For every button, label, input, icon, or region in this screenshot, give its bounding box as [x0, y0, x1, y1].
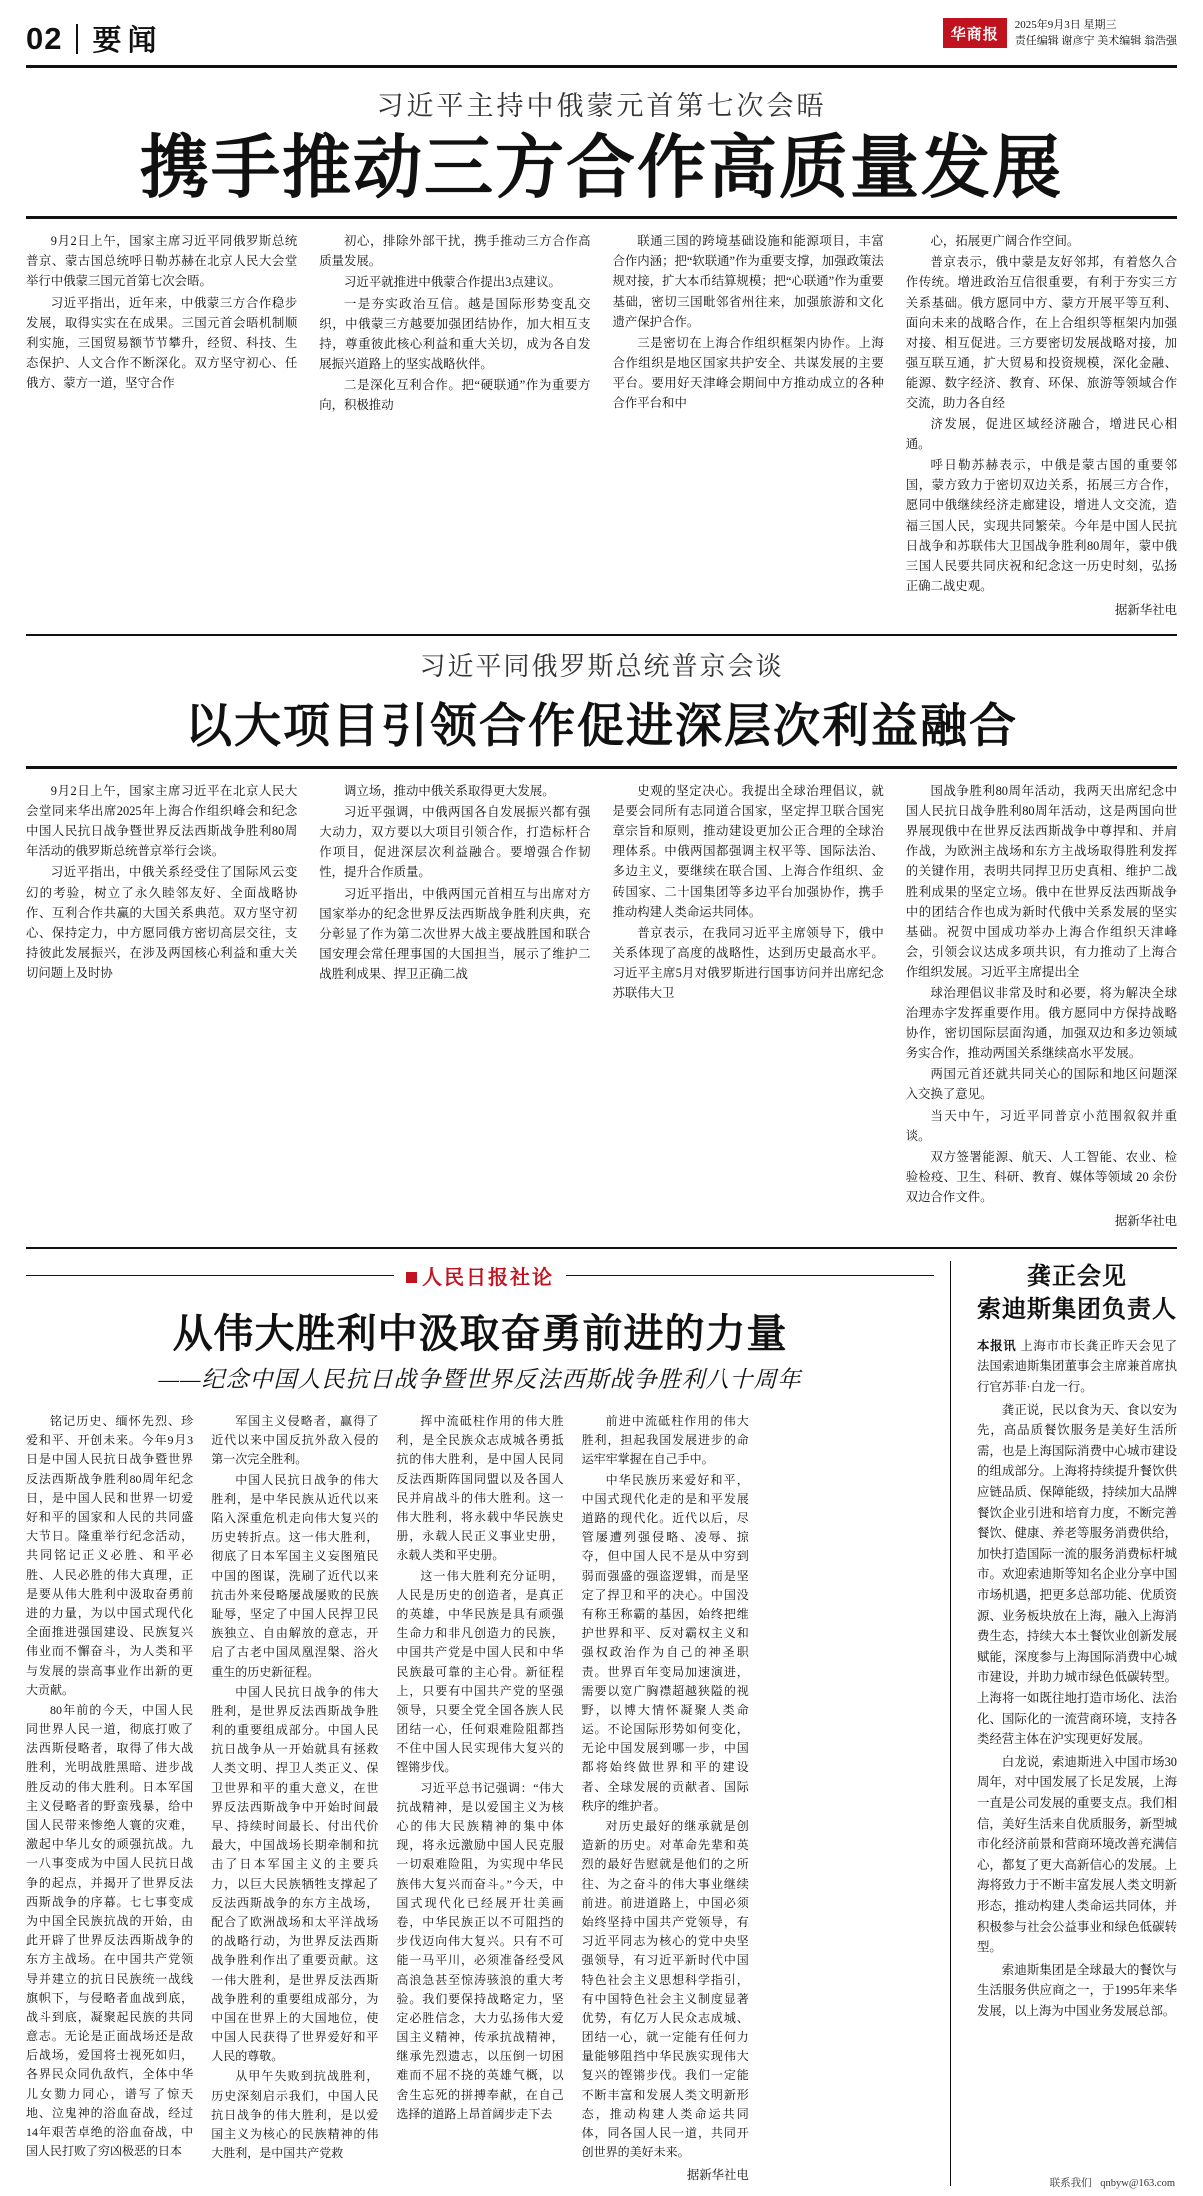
square-bullet-icon: [406, 1272, 417, 1283]
paragraph: 中华民族历来爱好和平，中国式现代化走的是和平发展道路的现代化。近代以后，尽管屡遭列强侵略、凌辱、掠夺，但中国人民不是从中穷到弱而强盛的强盗逻辑，而是坚定了捍卫和平的决心。中国没有称王称霸的基因，始终把维护世界和平、反对霸权主义和强权政治作为自己的神圣职责。世界百年变局加速演进，需要以宽广胸襟超越狭隘的视野，以博大情怀凝聚人类命运。不论国际形势如何变化，无论中国发展到哪一步，中国都将始终做世界和平的建设者、全球发展的贡献者、国际秩序的维护者。: [581, 1472, 749, 1813]
article-one: [26, 68, 1177, 620]
paragraph: 联通三国的跨境基础设施和能源项目，丰富合作内涵；把“软联通”作为重要支撑，加强政策法规对接，扩大本币结算规模；把“心联通”作为重要基础，密切三国毗邻省州往来，加强旅游和文化遗产保护合作。: [612, 234, 884, 329]
article-column: [613, 231, 884, 620]
paragraph: 9月2日上午，国家主席习近平同俄罗斯总统普京、蒙古国总统呼日勒苏赫在北京人民大会堂举行中俄蒙三国元首第七次会晤。: [26, 234, 298, 289]
article-column: [396, 1412, 563, 2186]
article-one-kicker: 习近平主持中俄蒙元首第七次会晤: [376, 91, 827, 121]
article-column: [906, 781, 1177, 1231]
paragraph: 中国人民抗日战争的伟大胜利，是中华民族从近代以来陷入深重危机走向伟大复兴的历史转折点。这一伟大胜利，彻底了日本军国主义妄图殖民中国的图谋，洗刷了近代以来抗击外来侵略屡战屡败的民族耻辱，坚定了中国人民捍卫民族独立、自由解放的意志，开启了古老中国凤凰涅槃、浴火重生的历史新征程。: [211, 1472, 379, 1679]
article-two: [26, 634, 1177, 1231]
masthead: [26, 18, 1177, 68]
article-column: [26, 1412, 193, 2186]
editorial-tag: [406, 1261, 554, 1290]
paragraph: 史观的坚定决心。我提出全球治理倡议，就是要会同所有志同道合国家，坚定捍卫联合国宪章宗旨和原则，推动建设更加公正合理的全球治理体系。中俄两国都强调主权平等、国际法治、多边主义，要继续在联合国、上海合作组织、金砖国家、二十国集团等多边平台加强协作，携手推动构建人类命运共同体。: [612, 784, 884, 919]
section-title: 要闻: [92, 25, 163, 57]
editorial-tag-row: [26, 1261, 934, 1290]
lower-zone: [26, 1247, 1177, 2186]
paragraph: 习近平指出，近年来，中俄蒙三方合作稳步发展，取得实实在在成果。三国元首会晤机制顺利实施，三国贸易额节节攀升，经贸、科技、生态保护、人文合作不断深化。双方坚守初心、任俄方、蒙方一道，坚守合作: [26, 295, 298, 390]
footer-label: 联系我们: [1049, 2178, 1092, 2190]
paragraph: 三是密切在上海合作组织框架内协作。上海合作组织是地区国家共护安全、共谋发展的主要平台。要用好天津峰会期间中方推动成立的各种合作平台和中: [612, 335, 884, 411]
paragraph: 习近平指出，中俄两国元首相互与出席对方国家举办的纪念世界反法西斯战争胜利庆典，充分彰显了作为第二次世界大战主要战胜国和联合国安理会常任理事国的大国担当，展示了维护二战胜利成果、捍卫正确二战: [319, 886, 591, 981]
paragraph: 中国人民抗日战争的伟大胜利，是世界反法西斯战争胜利的重要组成部分。中国人民抗日战争从一开始就具有拯救人类文明、捍卫人类正义、保卫世界和平的重大意义，在世界反法西斯战争中开始时间最早、持续时间最长、付出代价最大，中国战场长期牵制和抗击了日本军国主义的主要兵力，以巨大民族牺牲支撑起了反法西斯战争的东方主战场，配合了欧洲战场和太平洋战场的战略行动，为世界反法西斯战争胜利作出了重要贡献。这一伟大胜利，是世界反法西斯战争胜利的重要组成部分，为中国在世界上的大国地位，使中国人民获得了世界爱好和平人民的尊敬。: [211, 1684, 379, 2064]
paragraph: 习近平总书记强调：“伟大抗战精神，是以爱国主义为核心的伟大民族精神的集中体现，将永远激励中国人民克服一切艰难险阻，为实现中华民族伟大复兴而奋斗。”今天，中国式现代化已经展开壮美画卷，中华民族正以不可阻挡的步伐迈向伟大复兴。只有不可能一马平川，必须准备经受风高浪急甚至惊涛骇浪的重大考验。我们要保持战略定力，坚定必胜信念，大力弘扬伟大爱国主义精神，传承抗战精神，继承先烈遗志，以压倒一切困难而不屈不挠的英雄气概，以舍生忘死的拼搏奉献，在自己选择的道路上昂首阔步走下去: [396, 1780, 564, 2121]
paragraph: 习近平就推进中俄蒙合作提出3点建议。: [344, 275, 561, 290]
paragraph: 索迪斯集团是全球最大的餐饮与生活服务供应商之一，于1995年来华发展，以上海为中国业务发展总部。: [977, 1962, 1177, 2018]
paragraph: 从甲午失败到抗战胜利，历史深刻启示我们，中国人民抗日战争的伟大胜利，是以爱国主义为核心的民族精神的伟大胜利，是中国共产党救: [211, 2069, 379, 2161]
paragraph: 这一伟大胜利充分证明，人民是历史的创造者，是真正的英雄，中华民族是具有顽强生命力和非凡创造力的民族，中国共产党是中国人民和中华民族最可靠的主心骨。新征程上，只要有中国共产党的坚强领导，只要全党全国各族人民团结一心，任何艰难险阻都挡不住中国人民实现伟大复兴的铿锵步伐。: [396, 1568, 564, 1775]
paragraph: 双方签署能源、航天、人工智能、农业、检验检疫、卫生、科研、教育、媒体等领域 20 余份双边合作文件。: [905, 1149, 1177, 1204]
article-one-source: 据新华社电: [1115, 602, 1177, 617]
article-two-body: [26, 769, 1177, 1231]
paragraph: 调立场，推动中俄关系取得更大发展。: [344, 784, 555, 799]
editorial-source: 据新华社电: [686, 2168, 749, 2183]
paragraph: 济发展，促进区域经济融合，增进民心相通。: [905, 417, 1177, 452]
footer-email: qnbyw@163.com: [1100, 2178, 1175, 2190]
paragraph: 军国主义侵略者，赢得了近代以来中国反抗外敌入侵的第一次完全胜利。: [211, 1414, 379, 1467]
article-column: [613, 781, 884, 1231]
article-column: [319, 781, 590, 1231]
newspaper-nameplate: 华商报: [943, 18, 1007, 48]
article-two-source: 据新华社电: [1115, 1214, 1177, 1229]
article-column: [319, 231, 590, 620]
editorial-title: 从伟大胜利中汲取奋勇前进的力量: [172, 1311, 788, 1357]
paragraph: 初心，排除外部干扰，携手推动三方合作高质量发展。: [319, 234, 591, 269]
article-column: [26, 231, 297, 620]
paragraph: 当天中午，习近平同普京小范围叙叙并重谈。: [905, 1108, 1177, 1143]
paragraph: 一是夯实政治互信。越是国际形势变乱交织，中俄蒙三方越要加强团结协作，加大相互支持，尊重彼此核心利益和重大关切，成为各自发展振兴道路上的坚实战略伙伴。: [319, 296, 591, 371]
paragraph: 普京表示，俄中蒙是友好邻邦，有着悠久合作传统。增进政治互信很重要，有利于夯实三方关系基础。俄方愿同中方、蒙方开展平等互利、面向未来的战略合作，在上合组织等框架内加强对接、相互促进。三方要密切发展战略对接，加强互联互通，扩大贸易和投资规模，深化金融、能源、数字经济、教育、环保、旅游等领域合作交流，助力各自经: [905, 255, 1177, 411]
article-column: [906, 231, 1177, 620]
sidebar-article: [977, 1261, 1177, 2186]
paragraph: 9月2日上午，国家主席习近平在北京人民大会堂同来华出席2025年上海合作组织峰会和纪念中国人民抗日战争暨世界反法西斯战争胜利80周年活动的俄罗斯总统普京举行会谈。: [26, 784, 298, 859]
sidebar-title-line-2: 索迪斯集团负责人: [977, 1296, 1177, 1323]
paragraph: 心，拓展更广阔合作空间。: [930, 234, 1080, 249]
paragraph: 国战争胜利80周年活动，我两天出席纪念中国人民抗日战争胜利80周年活动，这是两国向世界展现俄中在世界反法西斯战争中尊捍和、并肩作战，为欧洲主战场和东方主战场取得胜利发挥的关键作用，表明共同捍卫历史真相、维护二战胜利成果的坚定立场。俄中在世界反法西斯战争中的团结合作也成为新时代俄中关系发展的坚实基础。祝贺中国成功举办上海合作组织天津峰会，引领会议达成多项共识，有力推动了上海合作组织发展。习近平主席提出全: [905, 784, 1177, 979]
rule-left: [26, 1275, 394, 1276]
paragraph: 铭记历史、缅怀先烈、珍爱和平、开创未来。今年9月3日是中国人民抗日战争暨世界反法西斯战争胜利80周年纪念日，是中国人民和世界一切爱好和平的国家和人民的共同盛大节日。隆重举行纪念活动，共同铭记正义必胜、和平必胜、人民必胜的伟大真理，正是要从伟大胜利中汲取奋勇前进的力量，为以中国式现代化全面推进强国建设、民族复兴伟业而不懈奋斗，为人类和平与发展的崇高事业作出新的更大贡献。: [26, 1414, 194, 1697]
masthead-divider: [76, 24, 78, 54]
publication-date: 2025年9月3日 星期三: [1014, 19, 1117, 31]
sidebar-title-line-1: 龚正会见: [1027, 1264, 1127, 1291]
article-two-headline: 以大项目引领合作促进深层次利益融合: [185, 699, 1018, 753]
sidebar-lead-label: 本报讯: [977, 1338, 1017, 1353]
paragraph: 呼日勒苏赫表示，中俄是蒙古国的重要邻国，蒙方致力于密切双边关系，拓展三方合作，愿同中俄继续经济走廊建设，增进人文交流，造福三国人民，实现共同繁荣。今年是中国人民抗日战争和苏联伟大卫国战争胜利80周年，蒙中俄三国人民要共同庆祝和纪念这一历史时刻，弘扬正确二战史观。: [905, 458, 1177, 593]
paragraph: 挥中流砥柱作用的伟大胜利，是全民族众志成城各勇抵抗的伟大胜利，是中国人民同反法西斯阵国同盟以及各国人民并肩战斗的伟大胜利。这一伟大胜利，将永载中华民族史册，永载人民正义事业史册，永载人类和平史册。: [396, 1414, 564, 1563]
paragraph: 球治理倡议非常及时和必要，将为解决全球治理赤字发挥重要作用。俄方愿同中方保持战略协作，密切国际层面沟通，加强双边和多边领域务实合作，推动两国关系继续高水平发展。: [905, 985, 1177, 1061]
article-column: [26, 781, 297, 1231]
paragraph: 二是深化互利合作。把“硬联通”作为重要方向，积极推动: [319, 377, 591, 413]
masthead-meta: [1015, 18, 1177, 50]
editorial-tag-label: 人民日报社论: [422, 1267, 554, 1290]
article-one-body: [26, 219, 1177, 620]
paragraph: 80年前的今天，中国人民同世界人民一道，彻底打败了法西斯侵略者，取得了伟大战胜利，光明战胜黑暗、进步战胜反动的伟大胜利。日本军国主义侵略者的野蛮残暴，给中国人民带来惨绝人寰的灾难，激起中华儿女的顽强抗战。九一八事变成为中国人民抗日战争的起点，并揭开了世界反法西斯战争的序幕。七七事变成为中国全民族抗战的开始，由此开辟了世界反法西斯战争的东方主战场。在中国共产党领导并建立的抗日民族统一战线旗帜下，与侵略者血战到底，战斗到底，凝聚起民族的共同意志。无论是正面战场还是敌后战场，爱国将士视死如归，各界民众同仇敌忾，全体中华儿女勠力同心，谱写了惊天地、泣鬼神的浴血奋战，经过14年艰苦卓绝的浴血奋战，中国人民打败了穷凶极恶的日本: [26, 1702, 194, 2159]
paragraph: 两国元首还就共同关心的国际和地区问题深入交换了意见。: [905, 1067, 1177, 1102]
paragraph: 龚正说，民以食为天、食以安为先，高品质餐饮服务是美好生活所需，也是上海国际消费中心城市建设的组成部分。上海将持续提升餐饮供应链品质、保障能级，持续加大品牌餐饮企业引进和培育力度，不断完善餐饮、健康、养老等服务消费供给，加快打造国际一流的服务消费标杆城市。欢迎索迪斯等知名企业分享中国市场机遇，把更多总部功能、优质资源、业务板块放在上海，融入上海消费生态，持续大本土餐饮业创新发展赋能，深度参与上海国际消费中心城市建设，并助力城市绿色低碳转型。上海将一如既往地打造市场化、法治化、国际化的一流营商环境，支持各类经营主体在沪实现更好发展。: [977, 1402, 1177, 1747]
page-footer: [1044, 2175, 1175, 2190]
editorial: [26, 1261, 951, 2186]
paragraph: 普京表示，在我同习近平主席领导下，俄中关系体现了高度的战略性，达到历史最高水平。习近平主席5月对俄罗斯进行国事访问并出席纪念苏联伟大卫: [612, 925, 884, 1000]
article-two-kicker: 习近平同俄罗斯总统普京会谈: [419, 652, 784, 682]
sidebar-lead: [977, 1336, 1177, 1398]
paragraph: 对历史最好的继承就是创造新的历史。对革命先辈和英烈的最好告慰就是他们的之所往、为之奋斗的伟大事业继续前进。前进道路上，中国必须始终坚持中国共产党领导，有习近平同志为核心的党中央坚强领导，有习近平新时代中国特色社会主义思想科学指引，有中国特色社会主义制度显著优势，有亿万人民众志成城、团结一心，就一定能有任何力量能够阻挡中华民族实现伟大复兴的铿锵步伐。我们一定能不断丰富和发展人类文明新形态，推动构建人类命运共同体，同各国人民一道，共同开创世界的美好未来。: [581, 1819, 749, 2160]
paragraph: 习近平强调，中俄两国各自发展振兴都有强大动力，双方要以大项目引领合作，打造标杆合作项目，促进深层次利益融合。要增强合作韧性，提升合作质量。: [319, 805, 591, 880]
paragraph: 白龙说，索迪斯进入中国市场30周年，对中国发展了长足发展，上海一直是公司发展的重要支点。我们相信，美好生活来自优质服务，新型城市化经济前景和营商环境改善充满信心，都复了更大高新信心的发展。上海将致力于不断丰富发展人类文明新形态，推动构建人类命运共同体，并积极参与社会公益事业和绿色低碳转型。: [977, 1754, 1177, 1955]
article-column: [582, 1412, 749, 2186]
sidebar-body: [977, 1336, 1177, 2022]
sidebar-lead-text: 上海市市长龚正昨天会见了法国索迪斯集团董事会主席兼首席执行官苏菲·白龙一行。: [977, 1338, 1178, 1395]
page-number: 02: [26, 20, 63, 56]
rule-right: [566, 1275, 934, 1276]
paragraph: 前进中流砥柱作用的伟大胜利，担起我国发展进步的命运牢牢掌握在自己手中。: [581, 1414, 749, 1467]
paragraph: 习近平指出，中俄关系经受住了国际风云变幻的考验，树立了永久睦邻友好、全面战略协作、互利合作共赢的大国关系典范。双方坚守初心、保持定力，中方愿同俄方密切高层交往，支持彼此发展振兴，在涉及两国核心利益和重大关切问题上及时协: [26, 865, 298, 980]
masthead-left: [26, 18, 163, 59]
editorial-subtitle: ——纪念中国人民抗日战争暨世界反法西斯战争胜利八十周年: [158, 1367, 802, 1393]
article-column: [211, 1412, 378, 2186]
article-one-headline: 携手推动三方合作高质量发展: [140, 129, 1063, 206]
masthead-right: [943, 18, 1177, 50]
editorial-body: [26, 1404, 934, 2186]
editor-credits: 责任编辑 谢彦宁 美术编辑 翁浩强: [1014, 34, 1177, 47]
sidebar-title: [977, 1261, 1177, 1326]
